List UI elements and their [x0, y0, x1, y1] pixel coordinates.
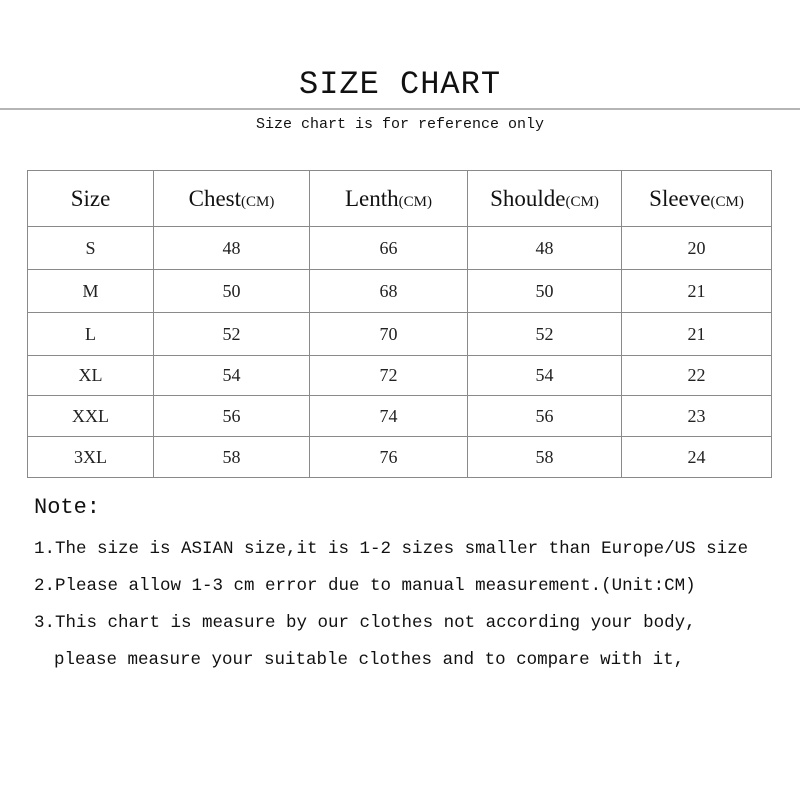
length-cell: 68	[310, 270, 468, 313]
table-row	[28, 356, 772, 396]
note-line-4: please measure your suitable clothes and to compare with it,	[54, 650, 685, 670]
length-cell: 76	[310, 437, 468, 478]
shoulder-cell: 54	[468, 356, 622, 396]
sleeve-cell: 22	[622, 356, 772, 396]
size-cell: S	[28, 227, 154, 270]
size-cell: 3XL	[28, 437, 154, 478]
shoulder-cell: 50	[468, 270, 622, 313]
chest-cell: 58	[154, 437, 310, 478]
sleeve-cell: 21	[622, 270, 772, 313]
length-cell: 72	[310, 356, 468, 396]
size-cell: L	[28, 313, 154, 356]
chest-cell: 48	[154, 227, 310, 270]
table-row	[28, 437, 772, 478]
shoulder-cell: 48	[468, 227, 622, 270]
note-line-3: 3.This chart is measure by our clothes not according your body,	[34, 613, 696, 633]
sleeve-cell: 20	[622, 227, 772, 270]
note-line-2: 2.Please allow 1-3 cm error due to manual measurement.(Unit:CM)	[34, 576, 696, 596]
chest-cell: 50	[154, 270, 310, 313]
column-header-shoulder: Shoulde(CM)	[468, 171, 622, 227]
size-cell: XL	[28, 356, 154, 396]
sleeve-cell: 24	[622, 437, 772, 478]
table-row	[28, 270, 772, 313]
chest-cell: 54	[154, 356, 310, 396]
shoulder-cell: 56	[468, 396, 622, 437]
title-divider	[0, 108, 800, 110]
shoulder-cell: 52	[468, 313, 622, 356]
table-row	[28, 396, 772, 437]
chest-cell: 52	[154, 313, 310, 356]
length-cell: 66	[310, 227, 468, 270]
table-row	[28, 313, 772, 356]
table-header-row	[28, 171, 772, 227]
page-subtitle: Size chart is for reference only	[255, 116, 545, 133]
size-table	[27, 170, 772, 478]
note-line-1: 1.The size is ASIAN size,it is 1-2 sizes smaller than Europe/US size	[34, 539, 749, 559]
sleeve-cell: 23	[622, 396, 772, 437]
column-header-sleeve: Sleeve(CM)	[622, 171, 772, 227]
column-header-length: Lenth(CM)	[310, 171, 468, 227]
size-cell: XXL	[28, 396, 154, 437]
page-title: SIZE CHART	[298, 66, 502, 103]
column-header-size: Size	[28, 171, 154, 227]
sleeve-cell: 21	[622, 313, 772, 356]
length-cell: 70	[310, 313, 468, 356]
column-header-chest: Chest(CM)	[154, 171, 310, 227]
shoulder-cell: 58	[468, 437, 622, 478]
table-row	[28, 227, 772, 270]
length-cell: 74	[310, 396, 468, 437]
chest-cell: 56	[154, 396, 310, 437]
note-heading: Note:	[34, 495, 101, 520]
size-cell: M	[28, 270, 154, 313]
